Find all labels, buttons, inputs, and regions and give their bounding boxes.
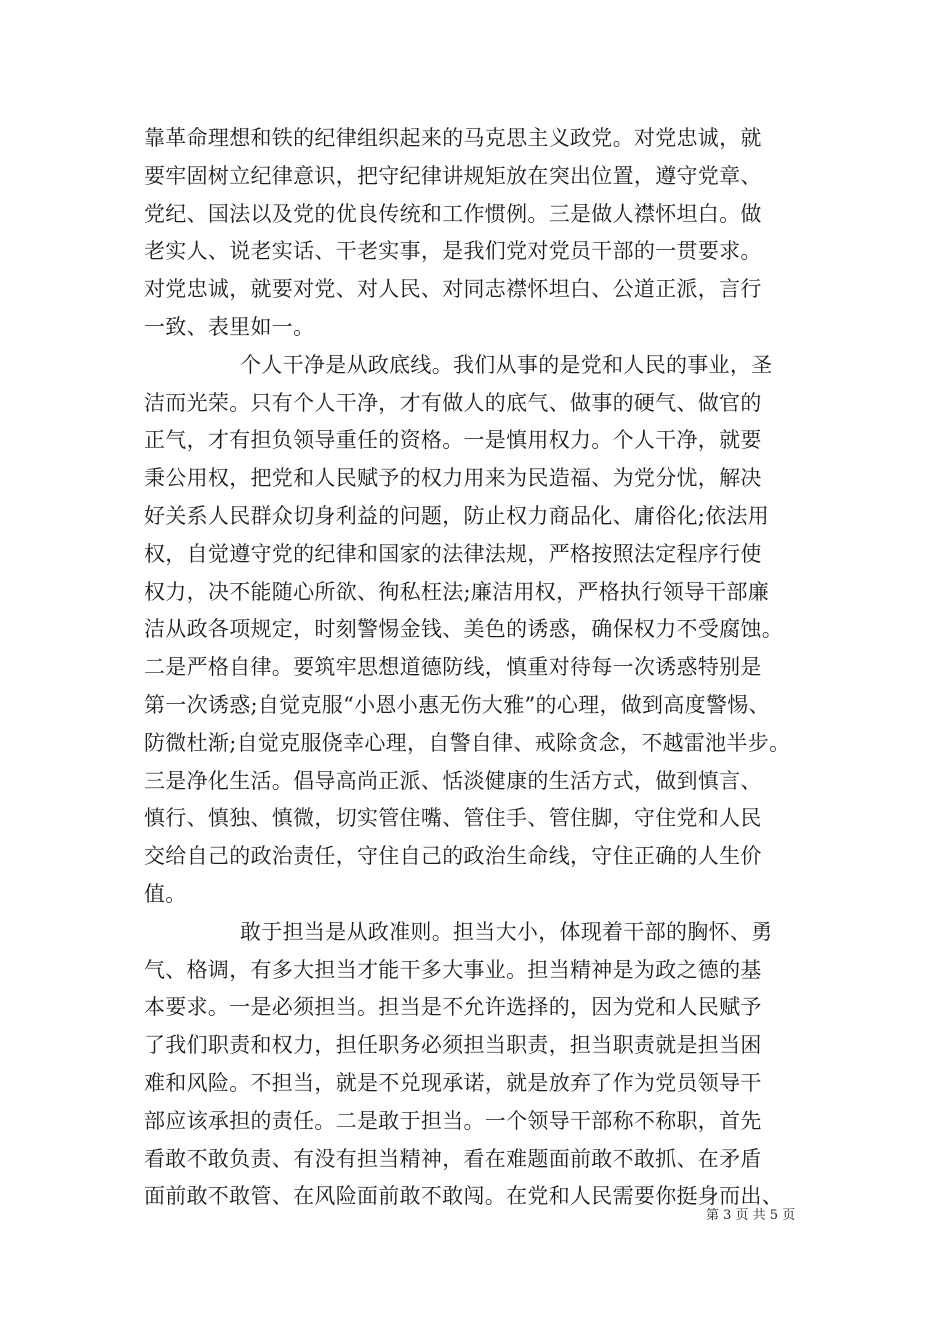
text-line: 本要求。一是必须担当。担当是不允许选择的，因为党和人民赋予 — [144, 995, 762, 1020]
text-line: 慎行、慎独、慎微，切实管住嘴、管住手、管住脚，守住党和人民 — [144, 806, 762, 831]
page-number-footer: 第 3 页 共 5 页 — [706, 1208, 796, 1223]
text-line: 部应该承担的责任。二是敢于担当。一个领导干部称不称职，首先 — [144, 1108, 762, 1133]
text-line: 权，自觉遵守党的纪律和国家的法律法规，严格按照法定程序行使 — [144, 541, 762, 566]
text-line: 难和风险。不担当，就是不兑现承诺，就是放弃了作为党员领导干 — [144, 1070, 762, 1095]
text-line: 正气，才有担负领导重任的资格。一是慎用权力。个人干净，就要 — [144, 428, 762, 453]
text-line: 气、格调，有多大担当才能干多大事业。担当精神是为政之德的基 — [144, 957, 762, 982]
text-line: 三是净化生活。倡导高尚正派、恬淡健康的生活方式，做到慎言、 — [144, 768, 762, 793]
text-line: 好关系人民群众切身利益的问题，防止权力商品化、庸俗化;依法用 — [144, 503, 770, 528]
text-line: 老实人、说老实话、干老实事，是我们党对党员干部的一贯要求。 — [144, 239, 762, 264]
body-text — [144, 120, 814, 1216]
text-line: 洁而光荣。只有个人干净，才有做人的底气、做事的硬气、做官的 — [144, 390, 762, 415]
text-line: 了我们职责和权力，担任职务必须担当职责，担当职责就是担当困 — [144, 1033, 762, 1058]
text-line: 面前敢不敢管、在风险面前敢不敢闯。在党和人民需要你挺身而出、 — [144, 1184, 783, 1209]
text-line: 党纪、国法以及党的优良传统和工作惯例。三是做人襟怀坦白。做 — [144, 201, 762, 226]
text-line: 看敢不敢负责、有没有担当精神，看在难题面前敢不敢抓、在矛盾 — [144, 1146, 762, 1171]
paragraph-first-line: 敢于担当是从政准则。担当大小，体现着干部的胸怀、勇 — [240, 919, 773, 944]
text-line: 权力，决不能随心所欲、徇私枉法;廉洁用权，严格执行领导干部廉 — [144, 579, 770, 604]
text-line: 对党忠诚，就要对党、对人民、对同志襟怀坦白、公道正派，言行 — [144, 277, 762, 302]
text-line: 一致、表里如一。 — [144, 314, 315, 339]
text-line: 要牢固树立纪律意识，把守纪律讲规矩放在突出位置，遵守党章、 — [144, 163, 762, 188]
text-line: 值。 — [144, 881, 187, 906]
text-line: 秉公用权，把党和人民赋予的权力用来为民造福、为党分忧，解决 — [144, 466, 762, 491]
text-line: 防微杜渐;自觉克服侥幸心理，自警自律、戒除贪念，不越雷池半步。 — [144, 730, 791, 755]
text-line: 洁从政各项规定，时刻警惕金钱、美色的诱惑，确保权力不受腐蚀。 — [144, 617, 783, 642]
text-line: 二是严格自律。要筑牢思想道德防线，慎重对待每一次诱惑特别是 — [144, 655, 762, 680]
paragraph-first-line: 个人干净是从政底线。我们从事的是党和人民的事业，圣 — [240, 352, 773, 377]
text-line: 交给自己的政治责任，守住自己的政治生命线，守住正确的人生价 — [144, 844, 762, 869]
text-line: 第一次诱惑;自觉克服“小恩小惠无伤大雅”的心理，做到高度警惕、 — [144, 692, 770, 717]
text-line: 靠革命理想和铁的纪律组织起来的马克思主义政党。对党忠诚，就 — [144, 126, 762, 150]
